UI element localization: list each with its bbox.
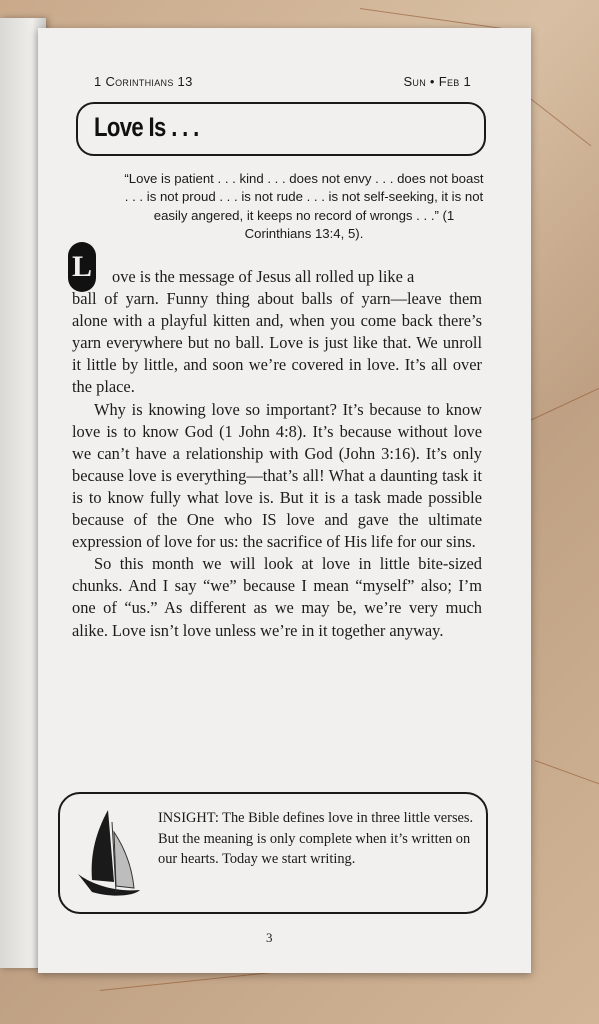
paragraph-1 bbox=[72, 266, 482, 399]
page-title: Love Is . . . bbox=[94, 112, 199, 142]
book-reference: 1 Corinthians 13 bbox=[94, 74, 193, 89]
date-label: Sun • Feb 1 bbox=[403, 74, 471, 89]
sailboat-icon bbox=[74, 802, 146, 902]
body-text bbox=[72, 266, 482, 642]
insight-text: INSIGHT: The Bible defines love in three little verses. But the meaning is only complete when it’s written on our hearts. Today we start writing. bbox=[158, 810, 474, 867]
page-number: 3 bbox=[266, 930, 273, 945]
title-frame bbox=[76, 102, 486, 156]
paragraph-1-rest: ball of yarn. Funny thing about balls of yarn—leave them alone with a playful kitten and, when you come back there’s yarn everywhere but no ball. Love is just like that. We unroll it little by little, and soon we’re covered in love. It’s all over the place. bbox=[72, 289, 482, 397]
marble-vein bbox=[535, 760, 599, 785]
paragraph-3: So this month we will look at love in little bite-sized chunks. And I say “we” because I mean “myself” also; I’m one of “us.” As different as we may be, we’re very much alike. Love isn’t love unless we’re in it together anyway. bbox=[72, 554, 482, 640]
drop-cap: L bbox=[68, 242, 96, 292]
booklet-page bbox=[38, 28, 531, 973]
paragraph-1-first-line: ove is the message of Jesus all rolled up like a bbox=[112, 267, 415, 286]
insight-box bbox=[58, 792, 488, 914]
paragraph-2: Why is knowing love so important? It’s because to know love is to know God (1 John 4:8). It’s because without love we can’t have a relationship with God (John 3:16). It’s only because love is everything—that’s all! What a daunting task it is to know fully what love is. But it is a task made possible because of the One who IS love and gave the ultimate expression of love for us: the sacrifice of His life for our sins. bbox=[72, 399, 482, 552]
marble-vein bbox=[530, 386, 599, 421]
scripture-quote: “Love is patient . . . kind . . . does not envy . . . does not boast . . . is not proud . . . is not rude . . . is not self-seeking, it is not easily angered, it keeps no record of wrongs . . .” (1 Corinthians 13:4, 5). bbox=[124, 171, 484, 241]
